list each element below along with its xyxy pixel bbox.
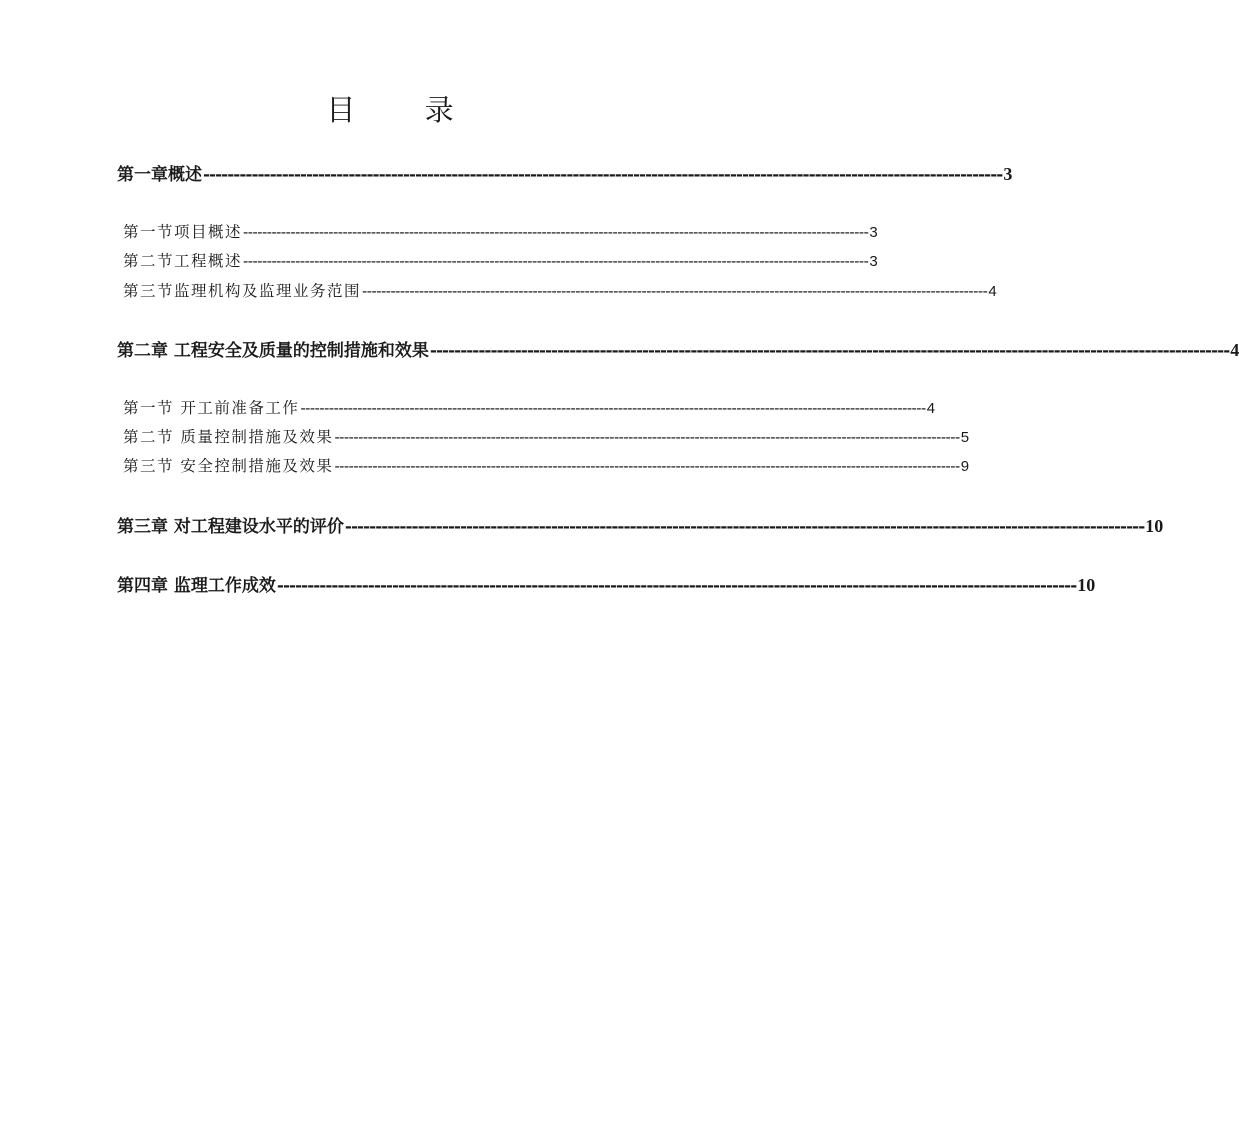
toc-section-2-1[interactable] bbox=[123, 396, 936, 418]
toc-page-number: 10 bbox=[1145, 516, 1164, 536]
toc-label: 第二节 质量控制措施及效果 bbox=[123, 428, 334, 446]
toc-label: 第一节 开工前准备工作 bbox=[123, 399, 300, 417]
toc-page-number: 4 bbox=[1230, 340, 1239, 360]
toc-page-number: 3 bbox=[869, 224, 878, 241]
toc-section-1-3[interactable] bbox=[123, 279, 997, 301]
toc-section-1-1[interactable] bbox=[123, 220, 878, 242]
toc-label: 第一节项目概述 bbox=[123, 223, 243, 241]
toc-leader: ------------------------------------------------------------------------------------------------------------------------------------ bbox=[362, 282, 988, 300]
toc-label: 第二章 工程安全及质量的控制措施和效果 bbox=[117, 341, 429, 361]
toc-leader: ------------------------------------------------------------------------------------------------------------------------------------ bbox=[243, 252, 869, 270]
toc-label: 第三节监理机构及监理业务范围 bbox=[123, 282, 362, 300]
toc-page-number: 3 bbox=[1003, 164, 1013, 184]
toc-page-number: 3 bbox=[869, 253, 878, 270]
toc-label: 第三章 对工程建设水平的评价 bbox=[117, 517, 344, 537]
toc-section-1-2[interactable] bbox=[123, 249, 878, 271]
toc-leader: ------------------------------------------------------------------------------------------------------------------------------------ bbox=[243, 223, 869, 241]
toc-label: 第二节工程概述 bbox=[123, 252, 243, 270]
toc-chapter-1[interactable] bbox=[117, 160, 1013, 185]
toc-leader: ------------------------------------------------------------------------------------------------------------------------------------ bbox=[429, 341, 1230, 361]
toc-section-2-3[interactable] bbox=[123, 454, 970, 476]
toc-page-number: 9 bbox=[960, 458, 970, 475]
toc-leader: ------------------------------------------------------------------------------------------------------------------------------------ bbox=[300, 399, 926, 417]
toc-label: 第一章概述 bbox=[117, 165, 202, 185]
toc-page-number: 5 bbox=[960, 429, 970, 446]
toc-leader: ------------------------------------------------------------------------------------------------------------------------------------ bbox=[344, 517, 1145, 537]
toc-chapter-3[interactable] bbox=[117, 512, 1164, 537]
toc-page-number: 10 bbox=[1077, 575, 1096, 595]
toc-chapter-2[interactable] bbox=[117, 336, 1239, 361]
toc-leader: ------------------------------------------------------------------------------------------------------------------------------------ bbox=[276, 576, 1077, 596]
toc-label: 第三节 安全控制措施及效果 bbox=[123, 457, 334, 475]
toc-page-number: 4 bbox=[926, 400, 936, 417]
toc-leader: ------------------------------------------------------------------------------------------------------------------------------------ bbox=[203, 165, 1003, 185]
page-title: 目 录 bbox=[326, 93, 484, 127]
toc-section-2-2[interactable] bbox=[123, 425, 970, 447]
toc-chapter-4[interactable] bbox=[117, 571, 1096, 596]
toc-label: 第四章 监理工作成效 bbox=[117, 576, 276, 596]
toc-page-number: 4 bbox=[988, 283, 997, 300]
toc-leader: ------------------------------------------------------------------------------------------------------------------------------------ bbox=[334, 457, 960, 475]
toc-leader: ------------------------------------------------------------------------------------------------------------------------------------ bbox=[334, 428, 960, 446]
